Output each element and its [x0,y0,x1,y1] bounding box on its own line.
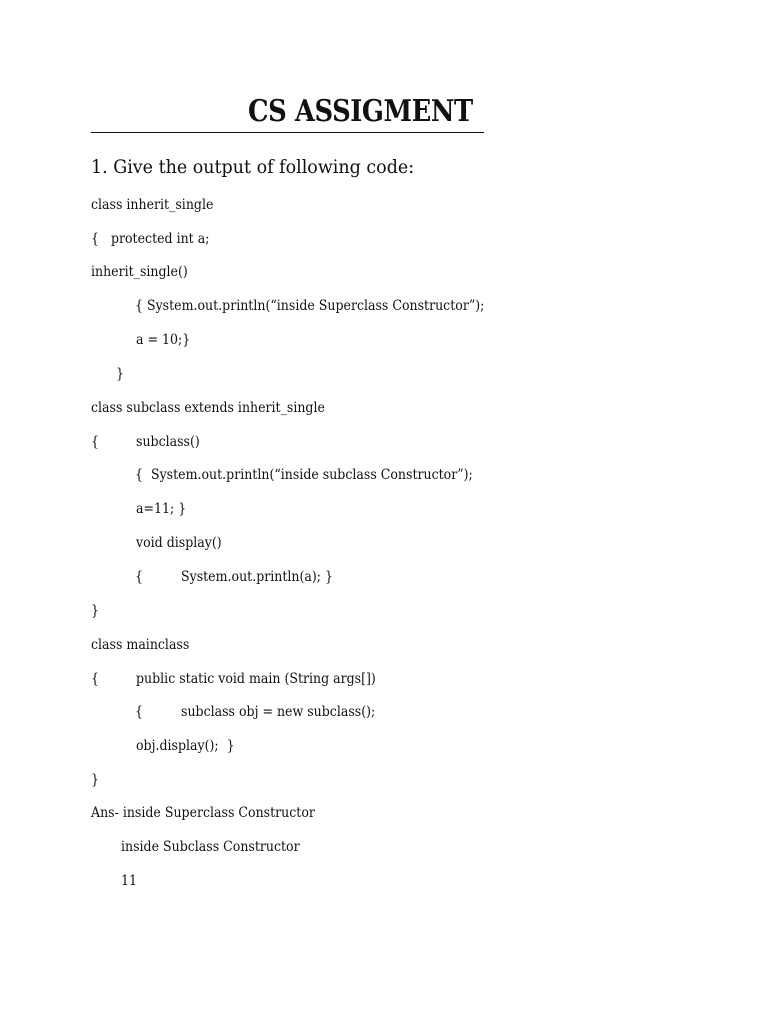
answer-line: 11 [121,873,137,889]
question-heading: 1. Give the output of following code: [91,156,415,178]
code-line: a = 10;} [136,332,191,348]
page-title: CS ASSIGMENT [248,94,473,129]
code-line: subclass obj = new subclass(); [181,704,376,720]
code-line: inherit_single() [91,264,188,280]
code-line: System.out.println(a); } [181,569,333,585]
code-line: { [91,434,99,450]
answer-line: Ans- inside Superclass Constructor [91,805,315,821]
code-line: public static void main (String args[]) [136,671,376,687]
code-line: class subclass extends inherit_single [91,400,325,416]
code-line: { [135,704,143,720]
code-line: void display() [136,535,222,551]
code-line: { protected int a; [91,231,210,247]
code-line: { System.out.println(“inside Superclass Constructor”); [135,298,485,314]
code-line: { System.out.println(“inside subclass Constructor”); [135,467,473,483]
code-line: a=11; } [136,501,187,517]
code-line: } [91,603,99,619]
code-line: { [91,671,99,687]
answer-line: inside Subclass Constructor [121,839,300,855]
code-line: } [116,366,124,382]
code-line: class inherit_single [91,197,214,213]
code-line: class mainclass [91,637,190,653]
code-line: } [91,772,99,788]
code-line: subclass() [136,434,200,450]
title-underline [91,92,484,133]
code-line: { [135,569,143,585]
code-line: obj.display(); } [136,738,235,754]
